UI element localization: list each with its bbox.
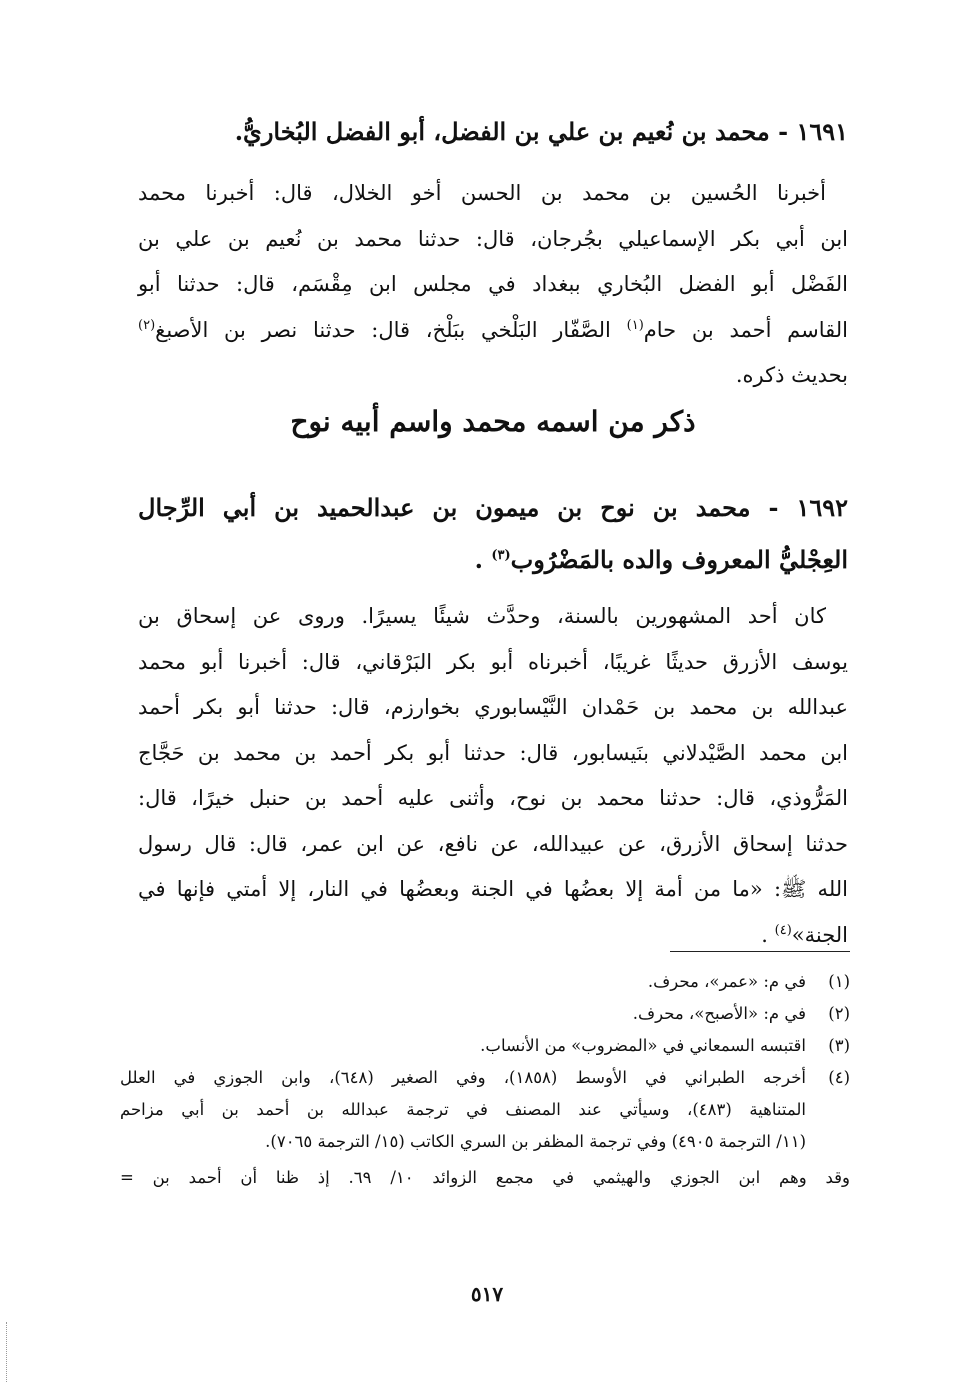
text-line: المَرُّوذي، قال: حدثنا محمد بن نوح، وأثنى عليه أحمد بن حنبل خيرًا، قال:	[138, 786, 848, 810]
footnote-ref: (٣)	[491, 548, 511, 563]
text-line: كان أحد المشهورين بالسنة، وحدَّث شيئًا يسيرًا. وروى عن إسحاق بن	[138, 604, 826, 628]
entry-1692-heading	[138, 482, 848, 586]
heading-line: ١٦٩٢ - محمد بن نوح بن ميمون بن عبدالحميد بن أبي الرِّجال	[138, 493, 848, 522]
text-line: الله ﷺ: «ما من أمة إلا بعضُها في الجنة وبعضُها في النار، إلا أمتي فإنها في	[138, 877, 848, 901]
heading-fragment: .	[474, 545, 483, 574]
footnote-item	[120, 1030, 850, 1062]
footnote-number: (٤)	[828, 1068, 850, 1087]
footnote-item	[120, 966, 850, 998]
footnote-ref: (١)	[626, 317, 644, 333]
heading-line	[138, 534, 848, 586]
footnote-text: أخرجه الطبراني في الأوسط (١٨٥٨)، وفي الصغير (٦٤٨)، وابن الجوزي في العلل	[120, 1068, 806, 1087]
entry-1692-body	[138, 594, 848, 958]
footnote-ref: (٤)	[774, 922, 792, 938]
footnote-note: وقد وهم ابن الجوزي والهيثمي في مجمع الزوائد ١٠/ ٦٩. إذ ظنا أن أحمد بن =	[120, 1168, 850, 1187]
scan-margin-mark	[6, 1322, 9, 1382]
footnote-item	[120, 998, 850, 1030]
heading-fragment: العِجْليُّ المعروف والده بالمَضْرُوب	[510, 545, 848, 574]
footnote-separator	[670, 951, 850, 952]
text-line: ابن محمد الصَّيْدلاني بنَيسابور، قال: حدثنا أبو بكر أحمد بن محمد بن حَجَّاج	[138, 740, 848, 765]
footnote-number: (٣)	[828, 1036, 850, 1055]
footnote-text: في م: «الأصبح»، محرف.	[632, 1004, 806, 1023]
footnote-ref: (٢)	[138, 317, 156, 333]
footnote-continuation: المتناهية (٤٨٣)، وسيأتي عند المصنف في ترجمة عبدالله بن أحمد بن أبي مزاحم	[120, 1100, 806, 1119]
text-line: عبدالله بن محمد بن حَمْدان النَّيْسابوري بخوارزم، قال: حدثنا أبو بكر أحمد	[138, 695, 848, 719]
footnotes	[120, 966, 850, 1194]
footnote-text: اقتبسه السمعاني في «المضروب» من الأنساب.	[480, 1036, 806, 1055]
section-title: ذكر من اسمه محمد واسم أبيه نوح	[290, 405, 696, 438]
text-line: أخبرنا الحُسين بن محمد بن الحسن أخو الخلال، قال: أخبرنا محمد	[138, 181, 826, 205]
entry-1691-heading	[138, 110, 848, 154]
text-line: يوسف الأزرق حديثًا غريبًا، أخبرناه أبو بكر البَرْقاني، قال: أخبرنا أبو محمد	[138, 649, 848, 674]
page-number: ٥١٧	[470, 1282, 504, 1306]
footnote-number: (٢)	[828, 1004, 850, 1023]
footnote-number: (١)	[828, 972, 850, 991]
text-fragment: القاسم أحمد بن حام	[643, 317, 848, 342]
text-line: الفَضْل أبو الفضل البُخاري ببغداد في مجلس ابن مِقْسَم، قال: حدثنا أبو	[138, 272, 848, 296]
footnote-text: في م: «عمر»، محرف.	[647, 972, 806, 991]
footnote-continuation: (١١/ الترجمة ٤٩٠٥) وفي ترجمة المظفر بن السري الكاتب (١٥/ الترجمة ٧٠٦٥).	[265, 1132, 806, 1151]
text-line: بحديث ذكره.	[735, 363, 848, 387]
footnote-item	[120, 1062, 850, 1094]
text-fragment: .	[761, 922, 768, 947]
text-line: حدثنا إسحاق الأزرق، عن عبيدالله، عن نافع، عن ابن عمر، قال: قال رسول	[138, 831, 848, 856]
text-fragment: الصَّفّار البَلْخي ببَلْخ، قال: حدثنا نصر بن الأصبغ	[155, 317, 611, 342]
entry-1691-heading-text: ١٦٩١ - محمد بن نُعيم بن علي بن الفضل، أبو الفضل البُخاريُّ.	[234, 117, 848, 146]
entry-1691-body	[138, 171, 848, 399]
text-line-with-refs	[138, 308, 848, 354]
text-line: ابن أبي بكر الإسماعيلي بجُرجان، قال: حدثنا محمد بن نُعيم بن علي بن	[138, 226, 848, 251]
text-fragment: الجنة»	[791, 922, 848, 947]
